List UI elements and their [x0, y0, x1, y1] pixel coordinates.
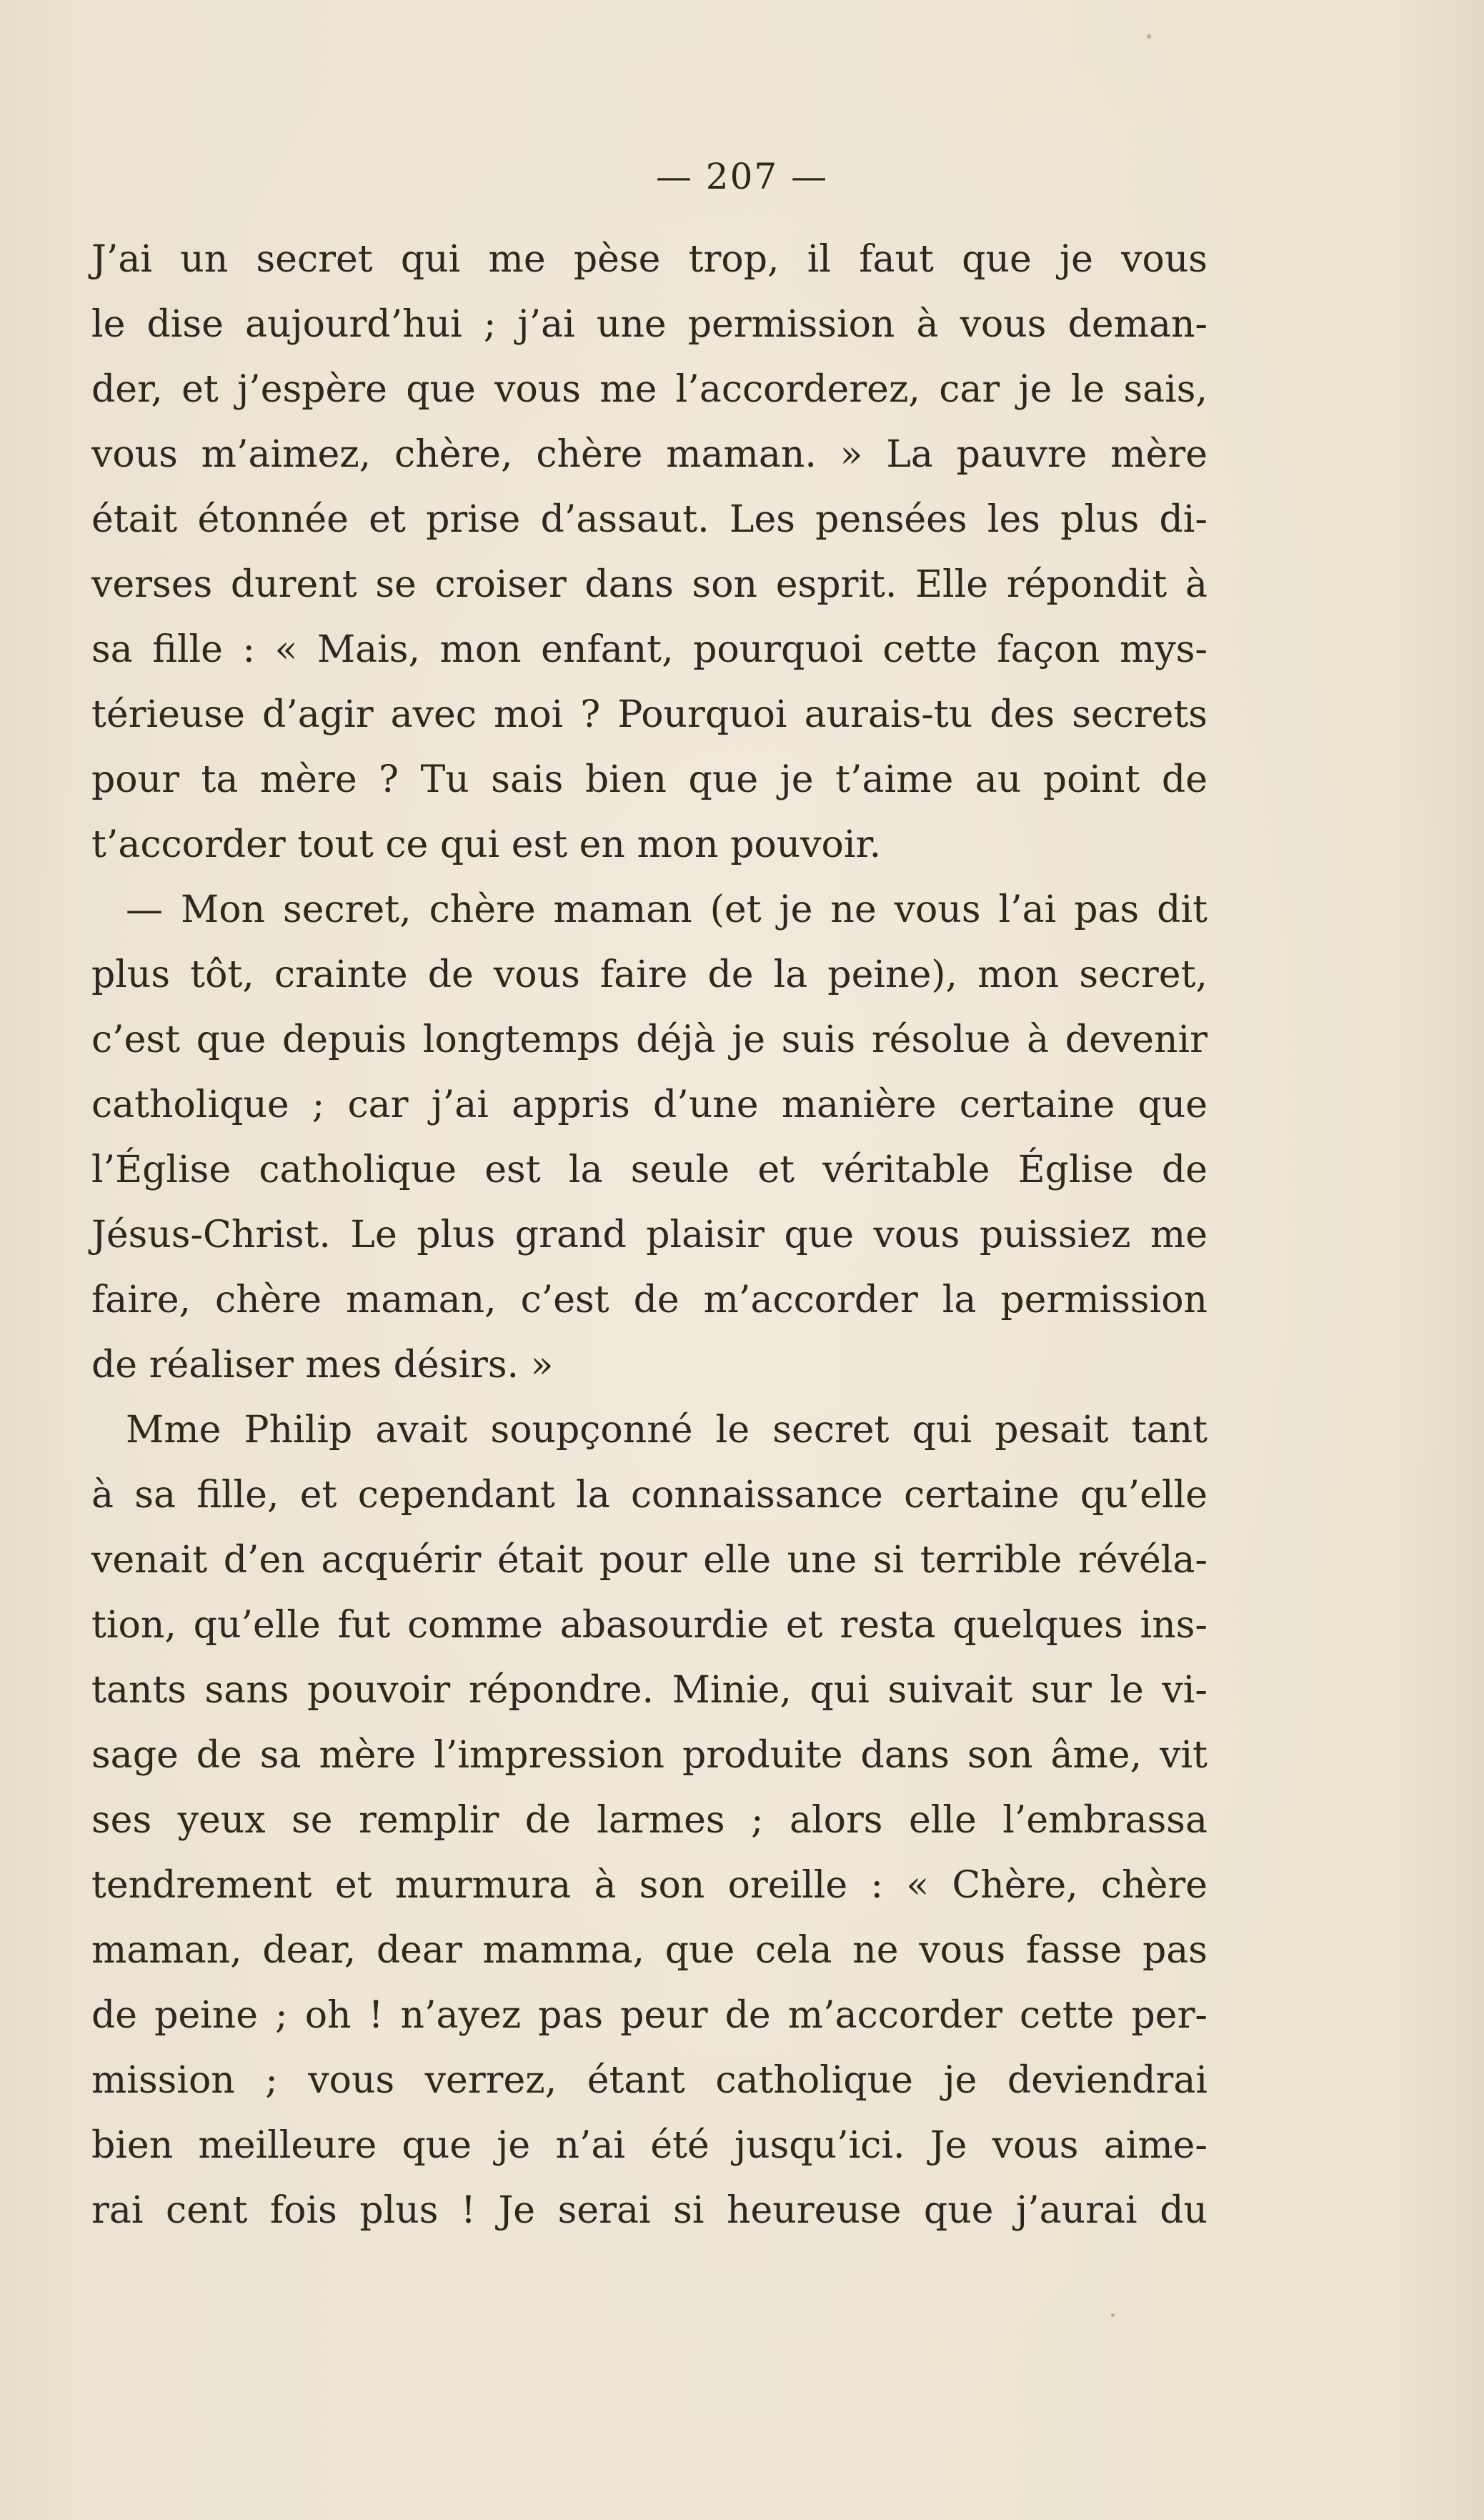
text-line: verses durent se croiser dans son esprit. Elle répondit à	[91, 563, 1207, 606]
text-line: c’est que depuis longtemps déjà je suis résolue à devenir	[91, 1018, 1207, 1061]
text-line: ses yeux se remplir de larmes ; alors elle l’embrassa	[91, 1799, 1207, 1842]
text-line: venait d’en acquérir était pour elle une si terrible révéla-	[91, 1539, 1207, 1582]
text-line: tion, qu’elle fut comme abasourdie et resta quelques ins-	[91, 1604, 1207, 1647]
text-line: pour ta mère ? Tu sais bien que je t’aime au point de	[91, 758, 1207, 801]
text-line: maman, dear, dear mamma, que cela ne vous fasse pas	[91, 1929, 1207, 1972]
text-line: J’ai un secret qui me pèse trop, il faut que je vous	[91, 238, 1207, 281]
text-line: était étonnée et prise d’assaut. Les pensées les plus di-	[91, 498, 1207, 541]
text-line: Jésus-Christ. Le plus grand plaisir que vous puissiez me	[91, 1214, 1207, 1256]
page-number: — 207 —	[655, 156, 829, 197]
text-line: l’Église catholique est la seule et véritable Église de	[91, 1149, 1207, 1191]
text-line: t’accorder tout ce qui est en mon pouvoir.	[91, 823, 882, 866]
paper-spot	[1147, 34, 1151, 39]
text-line: bien meilleure que je n’ai été jusqu’ici. Je vous aime-	[91, 2124, 1207, 2167]
text-line: sage de sa mère l’impression produite dans son âme, vit	[91, 1734, 1207, 1777]
text-line: der, et j’espère que vous me l’accorderez, car je le sais,	[91, 368, 1207, 411]
text-line: tendrement et murmura à son oreille : « Chère, chère	[91, 1864, 1207, 1907]
paper-spot	[1111, 2313, 1115, 2317]
text-line: vous m’aimez, chère, chère maman. » La pauvre mère	[91, 433, 1207, 476]
text-line: le dise aujourd’hui ; j’ai une permission à vous deman-	[91, 303, 1207, 346]
text-line: mission ; vous verrez, étant catholique je deviendrai	[91, 2059, 1207, 2102]
text-line: térieuse d’agir avec moi ? Pourquoi aurais-tu des secrets	[91, 693, 1207, 736]
text-line: tants sans pouvoir répondre. Minie, qui suivait sur le vi-	[91, 1669, 1207, 1712]
text-line: catholique ; car j’ai appris d’une manière certaine que	[91, 1083, 1207, 1126]
text-line: Mme Philip avait soupçonné le secret qui pesait tant	[126, 1409, 1207, 1452]
text-line: faire, chère maman, c’est de m’accorder la permission	[91, 1279, 1207, 1321]
text-line: — Mon secret, chère maman (et je ne vous l’ai pas dit	[126, 888, 1207, 931]
text-line: de réaliser mes désirs. »	[91, 1344, 554, 1387]
body-text	[91, 227, 1207, 2243]
text-line: à sa fille, et cependant la connaissance certaine qu’elle	[91, 1474, 1207, 1517]
text-line: plus tôt, crainte de vous faire de la peine), mon secret,	[91, 953, 1207, 996]
text-line: sa fille : « Mais, mon enfant, pourquoi cette façon mys-	[91, 628, 1207, 671]
text-line: rai cent fois plus ! Je serai si heureuse que j’aurai du	[91, 2189, 1207, 2232]
text-line: de peine ; oh ! n’ayez pas peur de m’accorder cette per-	[91, 1994, 1207, 2037]
